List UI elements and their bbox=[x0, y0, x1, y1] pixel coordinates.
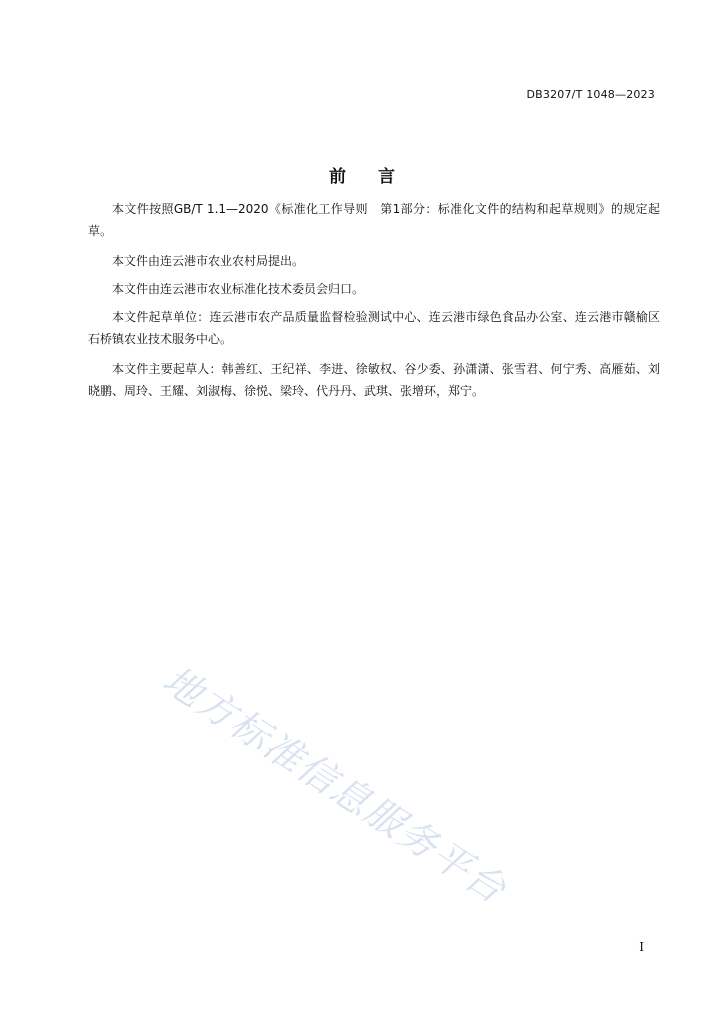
preface-body bbox=[88, 198, 660, 410]
paragraph-centralized-unit: 本文件由连云港市农业标准化技术委员会归口。 bbox=[112, 282, 365, 296]
document-code: DB3207/T 1048—2023 bbox=[526, 88, 655, 101]
watermark-text: 地方标准信息服务平台 bbox=[155, 657, 515, 913]
paragraph-proposer: 本文件由连云港市农业农村局提出。 bbox=[112, 254, 305, 268]
page-number: I bbox=[639, 940, 644, 954]
paragraph-drafting-units: 本文件起草单位：连云港市农产品质量监督检验测试中心、连云港市绿色食品办公室、连云港市赣榆区石桥镇农业技术服务中心。 bbox=[88, 310, 660, 346]
page-title: 前言 bbox=[329, 167, 427, 187]
paragraph-drafting-basis: 本文件按照GB/T 1.1—2020《标准化工作导则 第1部分：标准化文件的结构和起草规则》的规定起草。 bbox=[88, 202, 660, 238]
paragraph-drafters: 本文件主要起草人：韩善红、王纪祥、李进、徐敏权、谷少委、孙潇潇、张雪君、何宁秀、高雁茹、刘晓鹏、周玲、王耀、刘淑梅、徐悦、梁玲、代丹丹、武琪、张增环，郑宁。 bbox=[88, 362, 660, 398]
